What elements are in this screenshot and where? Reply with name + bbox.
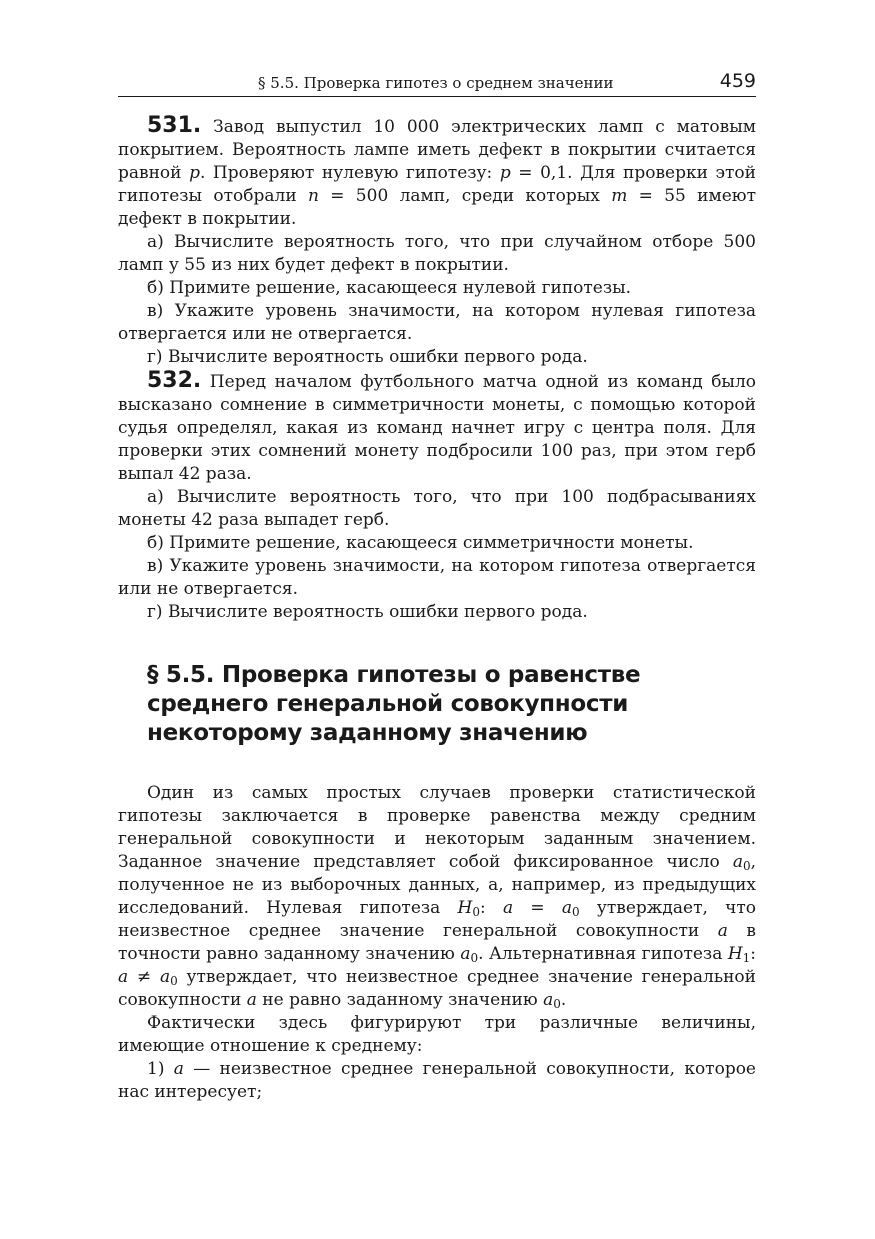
section-paragraph-2: Фактически здесь фигурируют три различные величины, имеющие отношение к среднему: <box>118 1013 756 1056</box>
problem-531-statement <box>118 114 756 231</box>
variable-h: H <box>727 944 743 964</box>
variable-h: H <box>457 898 473 918</box>
variable-a: a <box>173 1059 184 1079</box>
text: не равно заданному значению <box>256 990 544 1010</box>
page-body <box>118 114 756 1104</box>
variable-a: a <box>246 990 257 1010</box>
problem-531-item-v: в) Укажите уровень значимости, на котором нулевая гипотеза отвергается или не отвергается. <box>118 301 756 344</box>
text: утверждает, что неизвестное среднее значение генеральной совокупности <box>118 898 756 941</box>
variable-m: m <box>611 186 628 206</box>
text: утверждает, что неизвестное среднее значение генеральной совокупности <box>118 967 756 1010</box>
section-heading-line: некоторому заданному значению <box>147 720 588 746</box>
text: — неизвестное среднее генеральной совокупности, которое нас интересует; <box>118 1059 756 1102</box>
problem-531-item-a: а) Вычислите вероятность того, что при случайном отборе 500 ламп у 55 из них будет дефект в покрытии. <box>118 232 756 275</box>
problem-532-number: 532. <box>147 368 202 393</box>
problem-532-item-v: в) Укажите уровень значимости, на котором гипотеза отвергается или не отвергается. <box>118 556 756 599</box>
text: в точности равно заданному значению <box>118 921 756 964</box>
problem-531-item-b: б) Примите решение, касающееся нулевой гипотезы. <box>147 278 632 298</box>
text: , полученное не из выборочных данных, а, например, из предыдущих исследований. Нулевая гипотеза <box>118 852 756 918</box>
problem-532-statement <box>118 369 756 486</box>
text: = 55 имеют дефект в покрытии. <box>118 186 756 229</box>
section-heading-line: § 5.5. Проверка гипотезы о равенстве <box>147 662 641 688</box>
subscript: 1 <box>742 951 751 965</box>
problem-532-item-b: б) Примите решение, касающееся симметричности монеты. <box>147 533 694 553</box>
text: . Альтернативная гипотеза <box>478 944 728 964</box>
text: = <box>513 898 562 918</box>
variable-a: a <box>460 944 471 964</box>
variable-n: n <box>307 186 319 206</box>
section-paragraph-1 <box>118 782 756 1012</box>
variable-a: a <box>561 898 572 918</box>
variable-a: a <box>543 990 554 1010</box>
text: . Проверяют нулевую гипотезу: <box>199 163 500 183</box>
section-heading <box>147 661 756 748</box>
subscript: 0 <box>571 905 580 919</box>
text: = 0,1. Для проверки этой гипотезы отобрали <box>118 163 756 206</box>
subscript: 0 <box>742 859 751 873</box>
problem-531-item-g: г) Вычислите вероятность ошибки первого рода. <box>147 347 588 367</box>
variable-p: p <box>499 163 511 183</box>
variable-a: a <box>732 852 743 872</box>
text: . <box>560 990 567 1010</box>
text: ≠ <box>128 967 160 987</box>
text: : <box>750 944 757 964</box>
variable-a: a <box>717 921 728 941</box>
book-page <box>118 62 757 1102</box>
problem-531-number: 531. <box>147 113 202 138</box>
subscript: 0 <box>553 997 561 1011</box>
subscript: 0 <box>472 905 480 919</box>
page-number: 459 <box>719 70 756 92</box>
subscript: 0 <box>470 951 479 965</box>
text: : <box>480 898 503 918</box>
problem-532-item-a: а) Вычислите вероятность того, что при 100 подбрасываниях монеты 42 раза выпадет герб. <box>118 487 756 530</box>
section-heading-line: среднего генеральной совокупности <box>147 691 629 717</box>
text: Перед началом футбольного матча одной из команд было высказано сомнение в симметричности монеты, с помощью которой судья определял, какая из команд начнет игру с центра поля. Для проверки этих сомнений монету подбросили 100 раз, при этом герб выпал 42 раза. <box>118 372 756 484</box>
problem-532-item-g: г) Вычислите вероятность ошибки первого рода. <box>147 602 588 622</box>
running-title: § 5.5. Проверка гипотез о среднем значении <box>258 74 614 92</box>
variable-a: a <box>502 898 514 918</box>
running-head <box>118 62 756 97</box>
subscript: 0 <box>170 974 178 988</box>
list-item-1 <box>118 1058 756 1104</box>
variable-a: a <box>159 967 171 987</box>
text: Один из самых простых случаев проверки статистической гипотезы заключается в проверке равенства между средним генеральной совокупности и некоторым заданным значением. Заданное значение представляет собой фиксированное число <box>118 783 756 872</box>
text: = 500 ламп, среди которых <box>318 186 612 206</box>
list-marker: 1) <box>147 1059 174 1079</box>
variable-a: a <box>118 967 129 987</box>
text: Завод выпустил 10 000 электрических ламп с матовым покрытием. Вероятность лампе иметь дефект в покрытии считается равной <box>118 117 756 183</box>
variable-p: p <box>189 163 200 183</box>
